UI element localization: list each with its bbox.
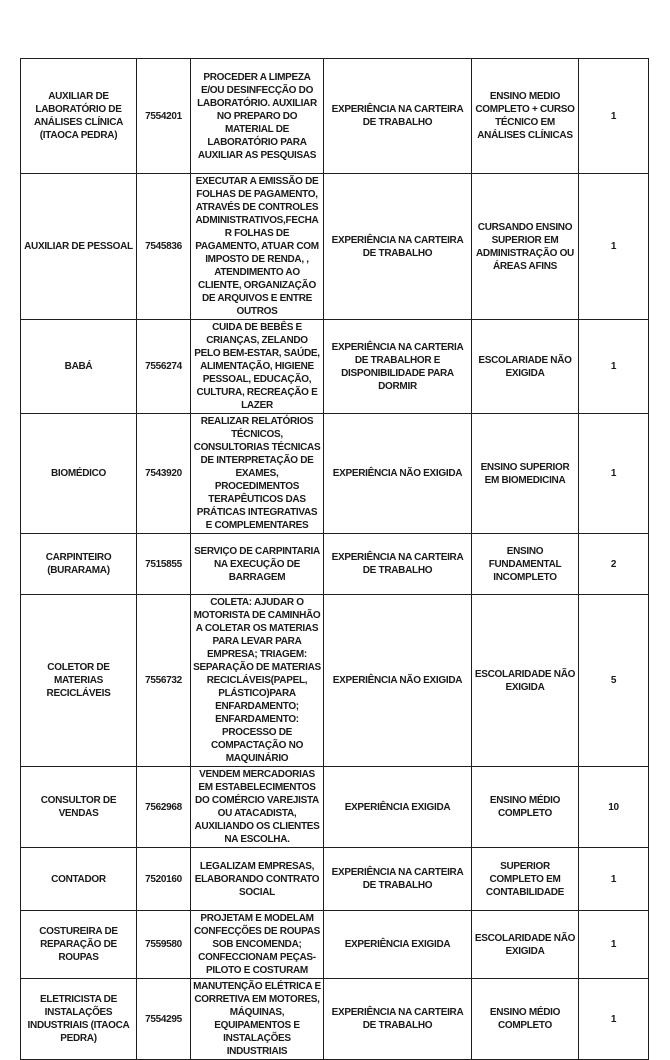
table-row bbox=[21, 767, 649, 848]
cell-education: ENSINO MÉDIO COMPLETO bbox=[472, 979, 579, 1060]
cell-position: AUXILIAR DE PESSOAL bbox=[21, 174, 137, 320]
cell-description: EXECUTAR A EMISSÃO DE FOLHAS DE PAGAMENTO, ATRAVÉS DE CONTROLES ADMINISTRATIVOS,FECHAR FOLHAS DE PAGAMENTO, ATUAR COM IMPOSTO DE RENDA, , ATENDIMENTO AO CLIENTE, ORGANIZAÇÃO DE ARQUIVOS E ENTRE OUTROS bbox=[191, 174, 324, 320]
cell-vacancies: 1 bbox=[579, 414, 649, 534]
cell-education: ENSINO MÉDIO COMPLETO bbox=[472, 767, 579, 848]
cell-education: ESCOLARIDADE NÃO EXIGIDA bbox=[472, 911, 579, 979]
table-row bbox=[21, 534, 649, 595]
cell-experience: EXPERIÊNCIA NA CARTEIRA DE TRABALHO bbox=[324, 59, 472, 174]
cell-education: ESCOLARIDADE NÃO EXIGIDA bbox=[472, 595, 579, 767]
cell-position: CONTADOR bbox=[21, 848, 137, 911]
cell-code: 7520160 bbox=[137, 848, 191, 911]
cell-education: SUPERIOR COMPLETO EM CONTABILIDADE bbox=[472, 848, 579, 911]
cell-code: 7543920 bbox=[137, 414, 191, 534]
cell-code: 7556274 bbox=[137, 320, 191, 414]
table-row bbox=[21, 595, 649, 767]
table-row bbox=[21, 911, 649, 979]
cell-description: MANUTENÇÃO ELÉTRICA E CORRETIVA EM MOTORES, MÁQUINAS, EQUIPAMENTOS E INSTALAÇÕES INDUSTRIAIS bbox=[191, 979, 324, 1060]
cell-code: 7562968 bbox=[137, 767, 191, 848]
job-vacancies-table-body bbox=[21, 59, 649, 1060]
cell-position: COLETOR DE MATERIAS RECICLÁVEIS bbox=[21, 595, 137, 767]
cell-experience: EXPERIÊNCIA NA CARTEIRA DE TRABALHO bbox=[324, 979, 472, 1060]
cell-code: 7515855 bbox=[137, 534, 191, 595]
cell-experience: EXPERIÊNCIA NA CARTEIRA DE TRABALHO bbox=[324, 534, 472, 595]
cell-code: 7559580 bbox=[137, 911, 191, 979]
cell-experience: EXPERIÊNCIA EXIGIDA bbox=[324, 911, 472, 979]
cell-description: VENDEM MERCADORIAS EM ESTABELECIMENTOS DO COMÉRCIO VAREJISTA OU ATACADISTA, AUXILIANDO OS CLIENTES NA ESCOLHA. bbox=[191, 767, 324, 848]
cell-experience: EXPERIÊNCIA NA CARTERIA DE TRABALHOR E DISPONIBILIDADE PARA DORMIR bbox=[324, 320, 472, 414]
cell-description: PROCEDER A LIMPEZA E/OU DESINFECÇÃO DO LABORATÓRIO. AUXILIAR NO PREPARO DO MATERIAL DE LABORATÓRIO PARA AUXILIAR AS PESQUISAS bbox=[191, 59, 324, 174]
cell-description: SERVIÇO DE CARPINTARIA NA EXECUÇÃO DE BARRAGEM bbox=[191, 534, 324, 595]
cell-description: PROJETAM E MODELAM CONFECÇÕES DE ROUPAS SOB ENCOMENDA; CONFECCIONAM PEÇAS-PILOTO E COSTURAM bbox=[191, 911, 324, 979]
cell-vacancies: 1 bbox=[579, 174, 649, 320]
cell-experience: EXPERIÊNCIA NA CARTEIRA DE TRABALHO bbox=[324, 848, 472, 911]
cell-experience: EXPERIÊNCIA EXIGIDA bbox=[324, 767, 472, 848]
cell-position: COSTUREIRA DE REPARAÇÃO DE ROUPAS bbox=[21, 911, 137, 979]
cell-position: BIOMÉDICO bbox=[21, 414, 137, 534]
cell-description: COLETA: AJUDAR O MOTORISTA DE CAMINHÃO A COLETAR OS MATERIAS PARA LEVAR PARA EMPRESA; TRIAGEM: SEPARAÇÃO DE MATERIAS RECICLÁVEIS(PAPEL, PLÁSTICO)PARA ENFARDAMENTO; ENFARDAMENTO: PROCESSO DE COMPACTAÇÃO NO MAQUINÁRIO bbox=[191, 595, 324, 767]
cell-experience: EXPERIÊNCIA NÃO EXIGIDA bbox=[324, 414, 472, 534]
cell-position: AUXILIAR DE LABORATÓRIO DE ANÁLISES CLÍNICA (ITAOCA PEDRA) bbox=[21, 59, 137, 174]
cell-position: ELETRICISTA DE INSTALAÇÕES INDUSTRIAIS (ITAOCA PEDRA) bbox=[21, 979, 137, 1060]
table-row bbox=[21, 320, 649, 414]
cell-education: ENSINO MEDIO COMPLETO + CURSO TÉCNICO EM ANÁLISES CLÍNICAS bbox=[472, 59, 579, 174]
table-row bbox=[21, 59, 649, 174]
cell-code: 7554295 bbox=[137, 979, 191, 1060]
cell-code: 7545836 bbox=[137, 174, 191, 320]
cell-vacancies: 1 bbox=[579, 320, 649, 414]
cell-experience: EXPERIÊNCIA NÃO EXIGIDA bbox=[324, 595, 472, 767]
cell-vacancies: 2 bbox=[579, 534, 649, 595]
table-row bbox=[21, 979, 649, 1060]
cell-education: ENSINO FUNDAMENTAL INCOMPLETO bbox=[472, 534, 579, 595]
cell-code: 7554201 bbox=[137, 59, 191, 174]
cell-experience: EXPERIÊNCIA NA CARTEIRA DE TRABALHO bbox=[324, 174, 472, 320]
cell-vacancies: 1 bbox=[579, 979, 649, 1060]
cell-description: REALIZAR RELATÓRIOS TÉCNICOS, CONSULTORIAS TÉCNICAS DE INTERPRETAÇÃO DE EXAMES, PROCEDIMENTOS TERAPÊUTICOS DAS PRÁTICAS INTEGRATIVAS E COMPLEMENTARES bbox=[191, 414, 324, 534]
cell-education: ESCOLARIADE NÃO EXIGIDA bbox=[472, 320, 579, 414]
cell-vacancies: 1 bbox=[579, 848, 649, 911]
cell-code: 7556732 bbox=[137, 595, 191, 767]
cell-position: BABÁ bbox=[21, 320, 137, 414]
cell-description: CUIDA DE BEBÊS E CRIANÇAS, ZELANDO PELO BEM-ESTAR, SAÚDE, ALIMENTAÇÃO, HIGIENE PESSOAL, EDUCAÇÃO, CULTURA, RECREAÇÃO E LAZER bbox=[191, 320, 324, 414]
cell-description: LEGALIZAM EMPRESAS, ELABORANDO CONTRATO SOCIAL bbox=[191, 848, 324, 911]
table-row bbox=[21, 414, 649, 534]
cell-position: CARPINTEIRO (BURARAMA) bbox=[21, 534, 137, 595]
cell-position: CONSULTOR DE VENDAS bbox=[21, 767, 137, 848]
table-row bbox=[21, 848, 649, 911]
job-vacancies-table bbox=[20, 58, 649, 1060]
cell-vacancies: 1 bbox=[579, 911, 649, 979]
cell-vacancies: 5 bbox=[579, 595, 649, 767]
table-row bbox=[21, 174, 649, 320]
cell-vacancies: 1 bbox=[579, 59, 649, 174]
cell-education: CURSANDO ENSINO SUPERIOR EM ADMINISTRAÇÃO OU ÁREAS AFINS bbox=[472, 174, 579, 320]
cell-education: ENSINO SUPERIOR EM BIOMEDICINA bbox=[472, 414, 579, 534]
cell-vacancies: 10 bbox=[579, 767, 649, 848]
